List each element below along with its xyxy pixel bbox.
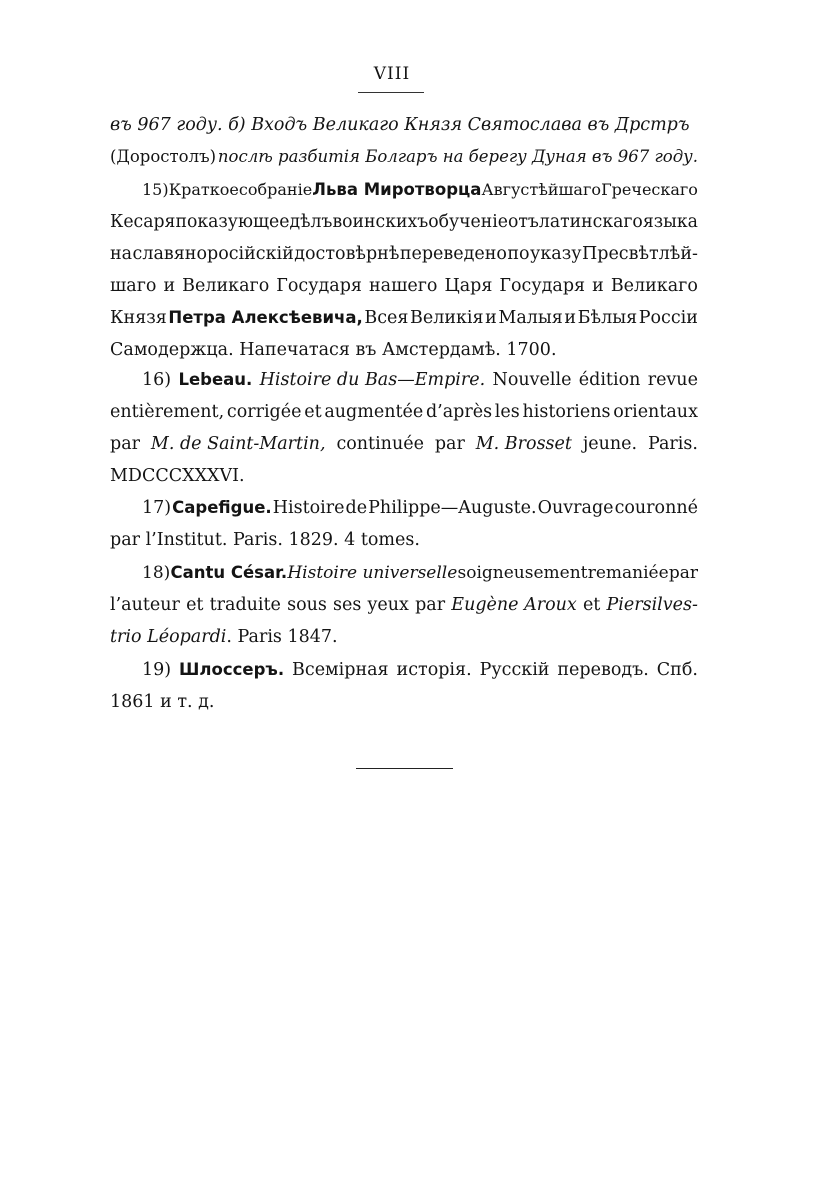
word: Великія (410, 308, 484, 328)
word: continuée (336, 434, 424, 454)
text-run: Самодержца. Напечатася въ Амстердамѣ. 1700. (110, 340, 557, 360)
word: jeune. (582, 434, 638, 454)
word: обученіе (428, 212, 508, 232)
text-line (110, 496, 698, 520)
word: Греческаго (601, 180, 698, 199)
italic-title: M. de Saint-Martin, (150, 434, 326, 454)
word: remaniée (587, 563, 669, 583)
word: corrigée (226, 402, 302, 422)
word: Paris. (647, 434, 698, 454)
closing-rule (356, 768, 453, 769)
italic-title: въ 967 году. б) Входъ Великаго Князя Святослава въ Дрстръ (110, 115, 690, 135)
text-line (110, 561, 698, 585)
text-line (110, 274, 698, 298)
word: нашего (368, 276, 438, 296)
word: , (356, 308, 363, 327)
word: и (163, 276, 176, 296)
word: и (592, 276, 604, 296)
italic-title: trio Léopardi (110, 627, 227, 647)
word: Спб. (656, 660, 698, 680)
text-line (110, 113, 698, 137)
word: entièrement, (110, 402, 225, 422)
word: . (692, 147, 698, 166)
word: Ouvrage (537, 498, 614, 518)
word: Государя (499, 276, 586, 296)
word: yeux (367, 595, 409, 615)
word: Всея (364, 308, 409, 328)
author-name: Льва Миротворца (312, 180, 482, 199)
word: de (345, 498, 368, 518)
word: и (564, 308, 577, 328)
word: par (110, 434, 141, 454)
italic-title: Piersilves- (606, 595, 698, 615)
italic-title: Eugène Aroux (451, 595, 577, 615)
word: 17) (142, 498, 172, 518)
word: Nouvelle (492, 370, 572, 390)
word: Россіи (638, 308, 698, 328)
word: 16) (142, 370, 172, 390)
word: 19) (142, 660, 172, 680)
italic-title: M. Brosset (475, 434, 572, 454)
word: Бѣлыя (577, 308, 638, 328)
word: показующее (175, 212, 290, 232)
author-name: Шлоссеръ. (179, 660, 285, 679)
text-line (110, 690, 698, 714)
word: . (479, 370, 486, 390)
text-run: . Paris 1847. (226, 627, 338, 647)
word: par (668, 563, 698, 583)
word: по (507, 244, 530, 264)
word: Краткое (168, 180, 239, 199)
text-run: par l’Institut. Paris. 1829. 4 tomes. (110, 530, 420, 550)
word: Государя (276, 276, 362, 296)
word: Князя (110, 308, 167, 328)
author-name: Lebeau. (178, 370, 253, 389)
word: Всемірная (292, 660, 389, 680)
text-line (110, 528, 698, 552)
word: латинскаго (538, 212, 643, 232)
word: 18) (142, 563, 171, 583)
word: Пресвѣтлѣй- (581, 244, 698, 264)
word: Малыя (498, 308, 563, 328)
author-name: Петра Алексѣевича, (168, 308, 363, 327)
word: revue (647, 370, 698, 390)
word: d’après (425, 402, 493, 422)
word: и (485, 308, 497, 328)
word: et (304, 402, 322, 422)
word: sous (287, 595, 327, 615)
word: собраніе (238, 180, 313, 199)
word: Histoire (272, 498, 345, 518)
word: славяноросійскій (132, 244, 294, 264)
italic-title: Histoire universelle (287, 563, 458, 583)
word: дѣлъ (289, 212, 333, 232)
word: Русскій (479, 660, 550, 680)
text-line (110, 210, 698, 234)
word: l’auteur (110, 595, 180, 615)
text-line (110, 145, 698, 169)
text-run: MDCCCXXXVI. (110, 466, 245, 486)
text-line (110, 178, 698, 202)
author-name: Capefigue. (172, 498, 272, 517)
text-line (110, 400, 698, 424)
header-rule (358, 92, 424, 93)
word: augmentée (324, 402, 424, 422)
word: шаго (110, 276, 157, 296)
word: et (186, 595, 204, 615)
word: Великаго (610, 276, 698, 296)
word: языка (642, 212, 698, 232)
author-name: Cantu César. (170, 563, 288, 582)
word: orientaux (613, 402, 698, 422)
word: 15) (142, 180, 169, 199)
word: les (494, 402, 520, 422)
text-line (110, 432, 698, 456)
text-line (110, 368, 698, 392)
word: et (582, 595, 601, 615)
word: Philippe—Auguste. (368, 498, 537, 518)
italic-title: Histoire du Bas—Empire. (259, 370, 486, 390)
word: par (434, 434, 465, 454)
word: исторія. (396, 660, 472, 680)
word: воинскихъ (332, 212, 429, 232)
word: par (415, 595, 446, 615)
word: soigneusement (457, 563, 588, 583)
word: édition (578, 370, 641, 390)
word: , (319, 434, 326, 454)
text-run: 1861 и т. д. (110, 692, 215, 712)
word: переводъ. (557, 660, 649, 680)
word: отъ (507, 212, 539, 232)
word: ses (333, 595, 362, 615)
word: на (110, 244, 133, 264)
italic-title: послѣ разбитія Болгаръ на берегу Дуная въ 967 году. (217, 147, 698, 166)
word: couronné (614, 498, 698, 518)
page-number: VIII (373, 64, 411, 84)
word: historiens (522, 402, 611, 422)
word: переведено (399, 244, 507, 264)
text-line (110, 625, 698, 649)
word: traduite (209, 595, 281, 615)
word: Царя (444, 276, 493, 296)
text-line (110, 464, 698, 488)
word: достовѣрнѣ (294, 244, 400, 264)
word: Кесаря (110, 212, 176, 232)
word: Великаго (182, 276, 270, 296)
text-line (110, 338, 698, 362)
word: указу (530, 244, 582, 264)
word: Августѣйшаго (481, 180, 601, 199)
word: (Доростолъ) (110, 147, 217, 166)
text-line (110, 242, 698, 266)
text-line (110, 658, 698, 682)
text-line (110, 593, 698, 617)
text-line (110, 306, 698, 330)
